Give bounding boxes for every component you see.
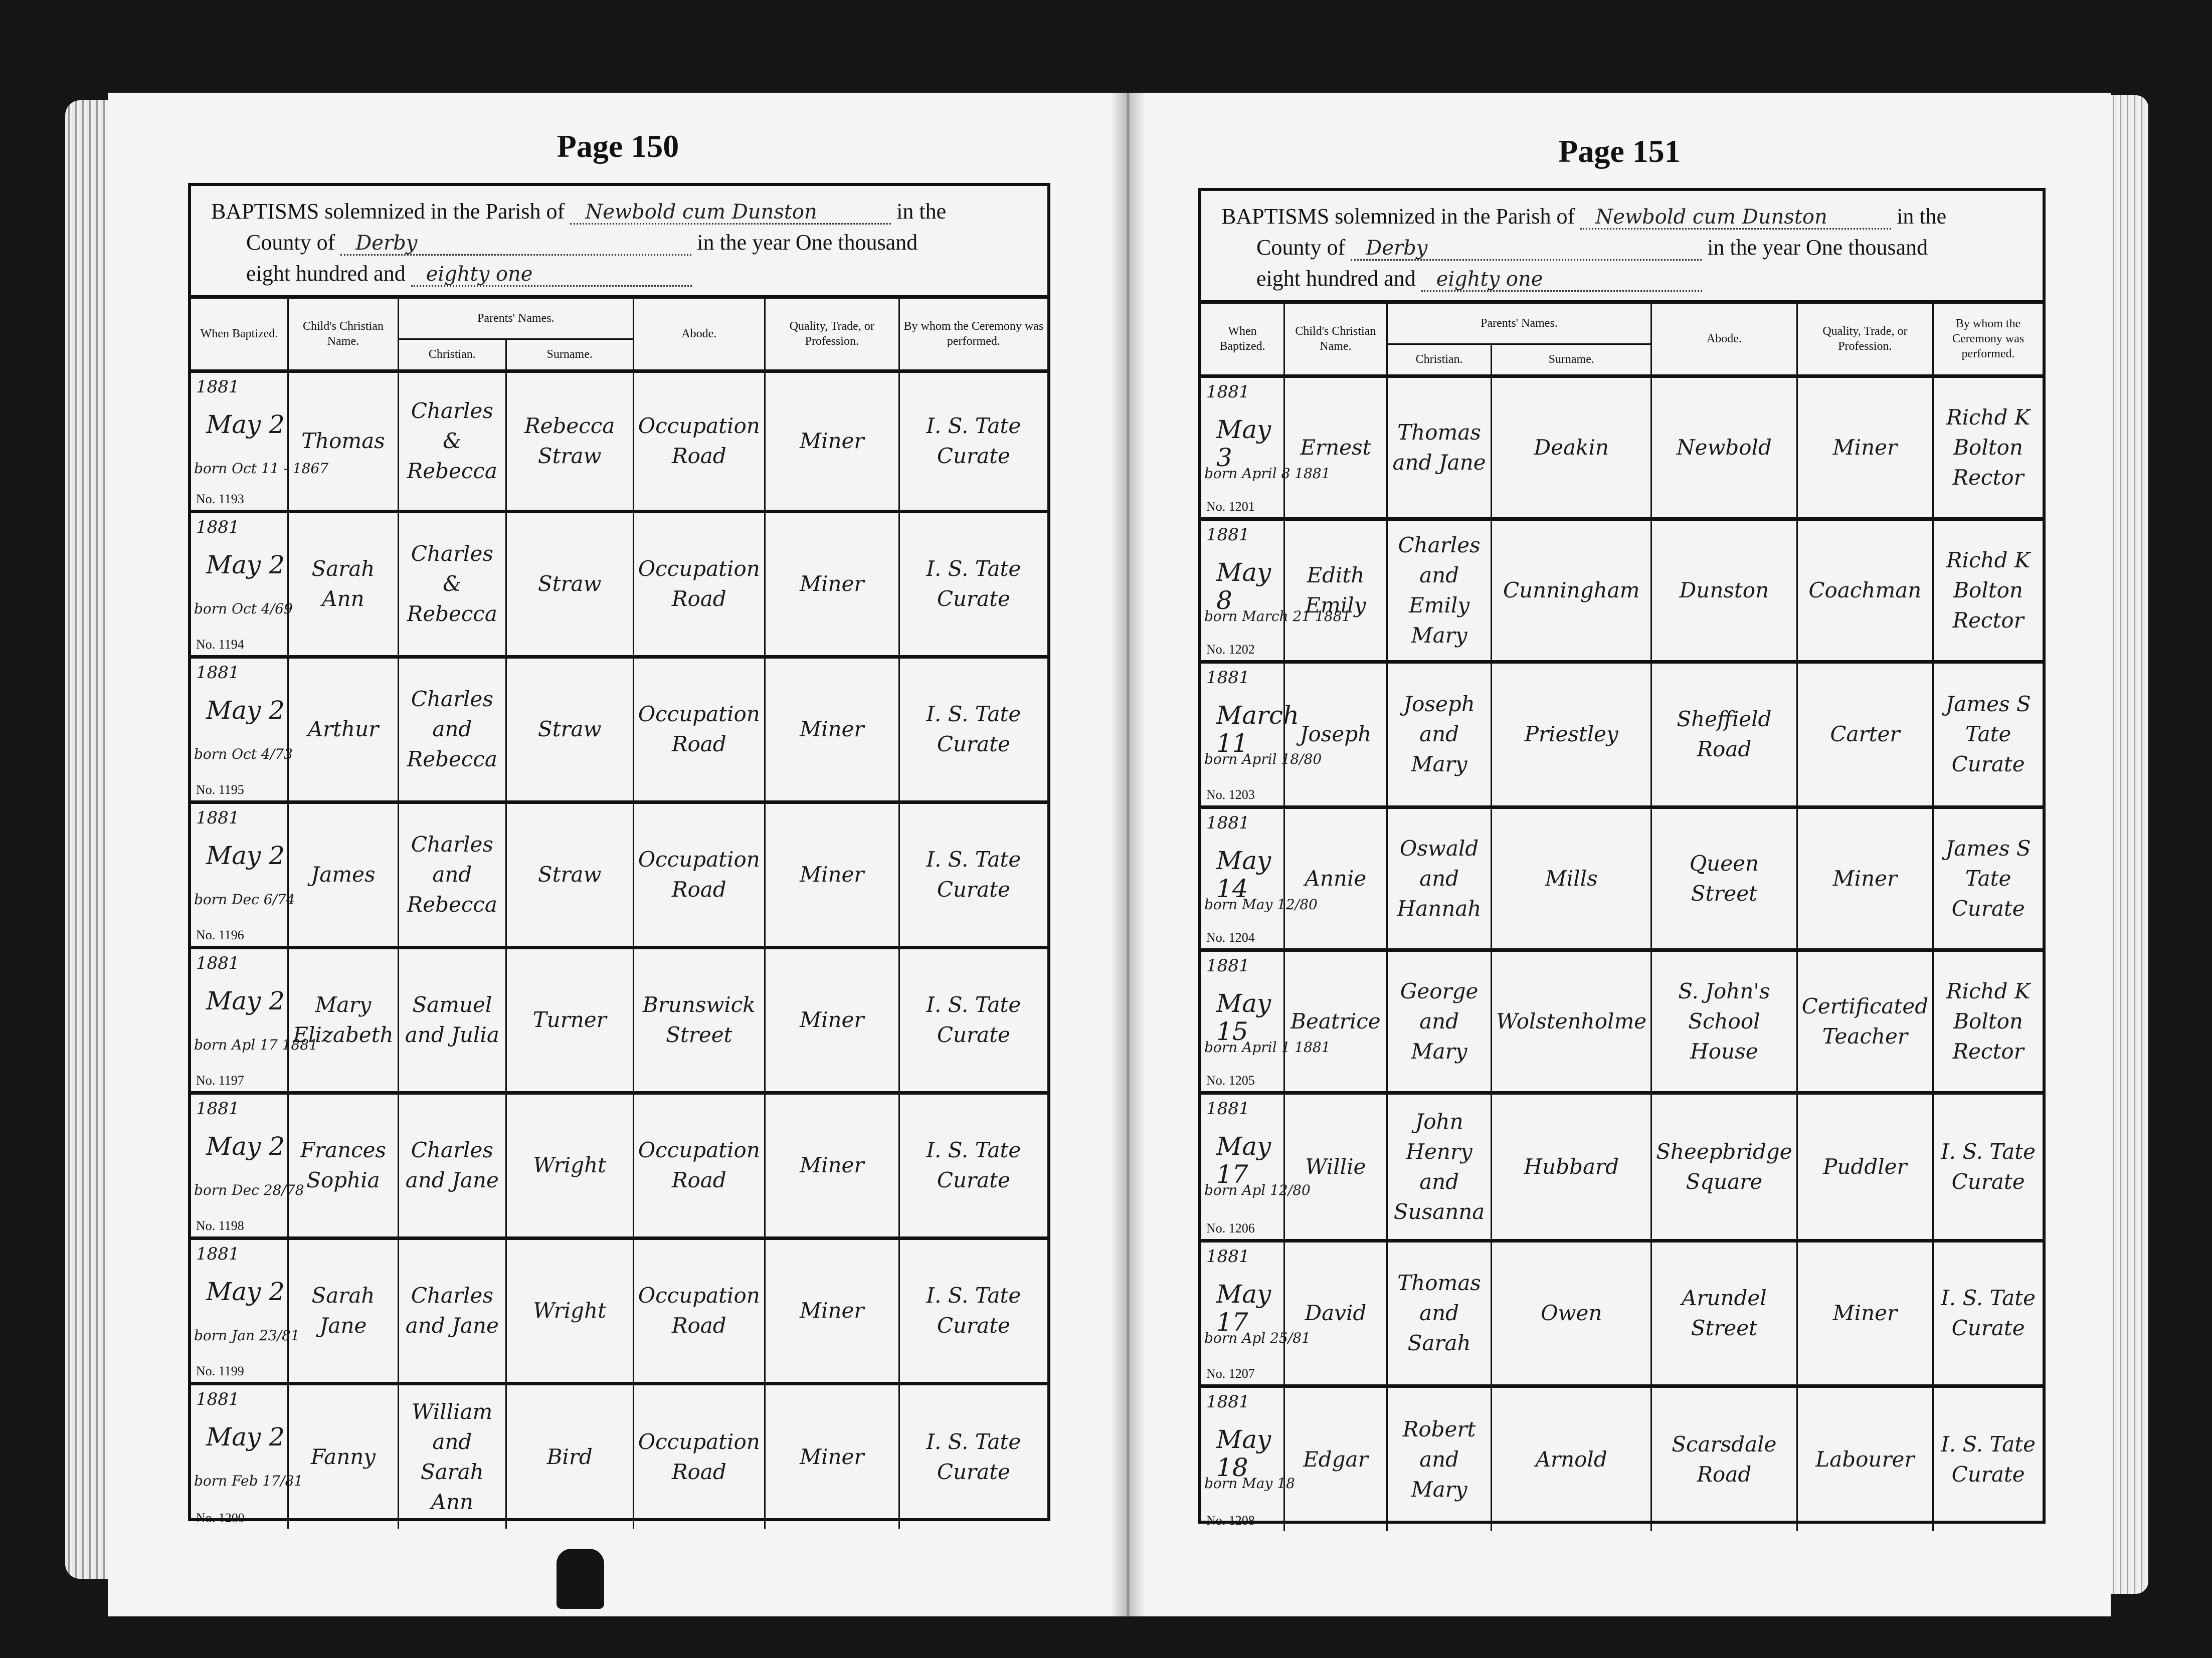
parent-christian-cell: Thomas and Sarah: [1387, 1240, 1492, 1386]
child-name-cell: James: [288, 802, 398, 947]
entry-number: No. 1196: [196, 927, 244, 942]
quality-cell: Miner: [765, 1093, 899, 1238]
table-row: [1201, 1240, 2043, 1386]
baptism-table: [191, 299, 1047, 1529]
parish-field: Newbold cum Dunston: [570, 200, 891, 225]
table-row: [1201, 807, 2043, 950]
entry-date: May 2: [206, 550, 285, 579]
child-name-cell: Willie: [1284, 1093, 1387, 1240]
officiant-cell: I. S. Tate Curate: [899, 657, 1047, 802]
surname-cell: Bird: [506, 1383, 633, 1529]
quality-cell: Miner: [1797, 1240, 1933, 1386]
parent-christian-cell: Charles and Jane: [398, 1093, 506, 1238]
entry-date: May 2: [206, 986, 285, 1015]
entry-number: No. 1200: [196, 1511, 245, 1525]
officiant-cell: I. S. Tate Curate: [1933, 1093, 2043, 1240]
entry-born: born Feb 17/81: [194, 1472, 303, 1489]
when-cell: [1201, 1386, 1295, 1531]
when-cell: [191, 1238, 300, 1383]
entry-born: born April 1 1881: [1204, 1039, 1331, 1056]
year-words-field: eighty one: [1421, 268, 1702, 292]
abode-cell: Occupation Road: [633, 1383, 765, 1529]
abode-cell: Occupation Road: [633, 511, 765, 657]
table-row: [1201, 1386, 2043, 1531]
officiant-cell: Richd K Bolton Rector: [1933, 950, 2043, 1093]
entry-born: born Oct 11 - 1867: [194, 460, 329, 477]
county-field: Derby: [1351, 237, 1702, 261]
entry-born: born May 18: [1204, 1475, 1295, 1492]
col-abode: Abode.: [633, 299, 765, 371]
entry-number: No. 1197: [196, 1073, 244, 1088]
when-cell: [191, 1383, 303, 1529]
entry-born: born Oct 4/73: [194, 745, 293, 762]
entry-year: 1881: [1206, 1098, 1250, 1119]
abode-cell: Occupation Road: [633, 1238, 765, 1383]
surname-cell: Cunningham: [1492, 519, 1651, 662]
parent-christian-cell: Joseph and Mary: [1387, 662, 1492, 807]
entry-year: 1881: [1206, 955, 1250, 976]
entry-date: March 11: [1216, 700, 1300, 758]
surname-cell: Priestley: [1492, 662, 1651, 807]
abode-cell: Occupation Road: [633, 802, 765, 947]
parent-christian-cell: Charles & Rebecca: [398, 371, 506, 511]
entry-date: May 2: [206, 841, 285, 870]
quality-cell: Miner: [765, 947, 899, 1093]
surname-cell: Mills: [1492, 807, 1651, 950]
header-line2-suffix: in the year One thousand: [697, 230, 918, 255]
entry-date: May 8: [1216, 557, 1271, 615]
child-name-cell: Mary Elizabeth: [288, 947, 398, 1093]
header-line2-prefix: County of: [246, 230, 335, 255]
col-parents-names: Parents' Names.: [1387, 304, 1651, 344]
officiant-cell: James S Tate Curate: [1933, 662, 2043, 807]
parent-christian-cell: Charles & Rebecca: [398, 511, 506, 657]
header-line1-prefix: BAPTISMS solemnized in the Parish of: [211, 199, 565, 224]
table-row: [191, 947, 1047, 1093]
table-row: [191, 371, 1047, 511]
parent-christian-cell: Charles and Emily Mary: [1387, 519, 1492, 662]
quality-cell: Miner: [765, 511, 899, 657]
col-surname: Surname.: [506, 339, 633, 371]
officiant-cell: I. S. Tate Curate: [899, 1383, 1047, 1529]
abode-cell: Sheepbridge Square: [1651, 1093, 1797, 1240]
child-name-cell: Arthur: [288, 657, 398, 802]
baptism-table: [1201, 304, 2043, 1531]
header-rule: [1201, 300, 2043, 304]
child-name-cell: Edgar: [1284, 1386, 1387, 1531]
officiant-cell: I. S. Tate Curate: [899, 947, 1047, 1093]
parent-christian-cell: George and Mary: [1387, 950, 1492, 1093]
col-abode: Abode.: [1651, 304, 1797, 376]
parent-christian-cell: Oswald and Hannah: [1387, 807, 1492, 950]
when-cell: [1201, 1093, 1311, 1240]
col-by-whom: By whom the Ceremony was performed.: [1933, 304, 2043, 376]
header-line1-suffix: in the: [1897, 204, 1947, 229]
entry-date: May 17: [1216, 1131, 1271, 1189]
entry-number: No. 1208: [1206, 1513, 1255, 1528]
entry-born: born Dec 28/78: [194, 1181, 304, 1198]
entry-date: May 2: [206, 409, 285, 439]
child-name-cell: Sarah Jane: [288, 1238, 398, 1383]
entry-number: No. 1204: [1206, 930, 1255, 945]
register-page-right: [1128, 93, 2111, 1616]
col-christian: Christian.: [398, 339, 506, 371]
entry-date: May 2: [206, 695, 285, 725]
binding-clip: [557, 1549, 604, 1609]
entry-born: born Apl 12/80: [1204, 1181, 1311, 1198]
entry-number: No. 1207: [1206, 1366, 1255, 1381]
surname-cell: Straw: [506, 802, 633, 947]
surname-cell: Wright: [506, 1093, 633, 1238]
entry-year: 1881: [196, 517, 240, 537]
entry-date: May 17: [1216, 1279, 1271, 1337]
entry-number: No. 1205: [1206, 1073, 1255, 1088]
header-line1-prefix: BAPTISMS solemnized in the Parish of: [1221, 204, 1575, 229]
when-cell: [1201, 662, 1322, 807]
entry-date: May 3: [1216, 414, 1271, 472]
entry-number: No. 1203: [1206, 787, 1255, 802]
parent-christian-cell: Samuel and Julia: [398, 947, 506, 1093]
header-rule: [191, 295, 1047, 299]
officiant-cell: I. S. Tate Curate: [1933, 1386, 2043, 1531]
when-cell: [1201, 1240, 1311, 1386]
parent-christian-cell: John Henry and Susanna: [1387, 1093, 1492, 1240]
child-name-cell: Frances Sophia: [288, 1093, 398, 1238]
entry-number: No. 1199: [196, 1363, 244, 1378]
quality-cell: Coachman: [1797, 519, 1933, 662]
header-line2-prefix: County of: [1256, 235, 1346, 260]
parent-christian-cell: Charles and Rebecca: [398, 657, 506, 802]
table-row: [1201, 519, 2043, 662]
entry-date: May 2: [206, 1277, 285, 1306]
entry-date: May 2: [206, 1131, 285, 1161]
parent-christian-cell: Charles and Jane: [398, 1238, 506, 1383]
year-words-field: eighty one: [411, 263, 692, 287]
surname-cell: Owen: [1492, 1240, 1651, 1386]
table-row: [191, 1093, 1047, 1238]
officiant-cell: Richd K Bolton Rector: [1933, 376, 2043, 519]
child-name-cell: Ernest: [1284, 376, 1387, 519]
surname-cell: Rebecca Straw: [506, 371, 633, 511]
child-name-cell: Beatrice: [1284, 950, 1387, 1093]
when-cell: [191, 1093, 304, 1238]
when-cell: [191, 371, 329, 511]
abode-cell: Occupation Road: [633, 1093, 765, 1238]
entry-number: No. 1206: [1206, 1220, 1255, 1235]
page-title: Page 151: [1558, 133, 1681, 169]
book-gutter: [1111, 93, 1146, 1616]
entry-born: born Oct 4/69: [194, 600, 293, 617]
col-by-whom: By whom the Ceremony was performed.: [899, 299, 1047, 371]
child-name-cell: Joseph: [1284, 662, 1387, 807]
officiant-cell: I. S. Tate Curate: [899, 371, 1047, 511]
register-frame: [1198, 188, 2046, 1528]
col-quality: Quality, Trade, or Profession.: [1797, 304, 1933, 376]
surname-cell: Wolstenholme: [1492, 950, 1651, 1093]
entry-number: No. 1198: [196, 1218, 244, 1233]
entry-number: No. 1195: [196, 782, 244, 797]
entry-year: 1881: [1206, 812, 1250, 833]
quality-cell: Miner: [765, 371, 899, 511]
col-when-baptized: When Baptized.: [200, 327, 278, 341]
table-row: [1201, 662, 2043, 807]
officiant-cell: I. S. Tate Curate: [899, 1238, 1047, 1383]
parent-christian-cell: Robert and Mary: [1387, 1386, 1492, 1531]
abode-cell: Sheffield Road: [1651, 662, 1797, 807]
entry-year: 1881: [196, 1243, 240, 1264]
table-row: [1201, 1093, 2043, 1240]
when-cell: [191, 802, 295, 947]
quality-cell: Labourer: [1797, 1386, 1933, 1531]
entry-born: born April 18/80: [1204, 750, 1322, 767]
parent-christian-cell: Thomas and Jane: [1387, 376, 1492, 519]
surname-cell: Straw: [506, 657, 633, 802]
entry-year: 1881: [1206, 667, 1250, 688]
abode-cell: S. John's School House: [1651, 950, 1797, 1093]
register-frame: [188, 183, 1050, 1525]
surname-cell: Deakin: [1492, 376, 1651, 519]
table-row: [191, 1383, 1047, 1529]
quality-cell: Certificated Teacher: [1797, 950, 1933, 1093]
child-name-cell: Thomas: [288, 371, 398, 511]
table-row: [191, 802, 1047, 947]
entry-year: 1881: [196, 953, 240, 973]
child-name-cell: David: [1284, 1240, 1387, 1386]
col-when-baptized: When Baptized.: [1219, 325, 1265, 353]
officiant-cell: James S Tate Curate: [1933, 807, 2043, 950]
officiant-cell: I. S. Tate Curate: [899, 802, 1047, 947]
child-name-cell: Fanny: [288, 1383, 398, 1529]
abode-cell: Dunston: [1651, 519, 1797, 662]
table-row: [1201, 950, 2043, 1093]
entry-date: May 18: [1216, 1424, 1271, 1482]
entry-date: May 14: [1216, 846, 1271, 903]
table-row: [191, 1238, 1047, 1383]
entry-number: No. 1201: [1206, 499, 1255, 514]
when-cell: [1201, 807, 1318, 950]
when-cell: [191, 947, 318, 1093]
parish-field: Newbold cum Dunston: [1580, 205, 1891, 230]
when-cell: [191, 511, 293, 657]
entry-number: No. 1193: [196, 491, 244, 506]
col-child-name: Child's Christian Name.: [288, 299, 398, 371]
quality-cell: Miner: [765, 802, 899, 947]
entry-born: born March 21 1881: [1204, 607, 1351, 625]
header-line3-prefix: eight hundred and: [1256, 266, 1416, 291]
surname-cell: Hubbard: [1492, 1093, 1651, 1240]
table-row: [1201, 376, 2043, 519]
col-quality: Quality, Trade, or Profession.: [765, 299, 899, 371]
child-name-cell: Annie: [1284, 807, 1387, 950]
col-christian: Christian.: [1387, 344, 1492, 376]
when-cell: [191, 657, 293, 802]
quality-cell: Miner: [1797, 807, 1933, 950]
quality-cell: Carter: [1797, 662, 1933, 807]
abode-cell: Queen Street: [1651, 807, 1797, 950]
col-surname: Surname.: [1492, 344, 1651, 376]
entry-year: 1881: [196, 376, 240, 397]
surname-cell: Straw: [506, 511, 633, 657]
surname-cell: Wright: [506, 1238, 633, 1383]
parent-christian-cell: Charles and Rebecca: [398, 802, 506, 947]
header-line2-suffix: in the year One thousand: [1707, 235, 1928, 260]
header-line1-suffix: in the: [896, 199, 947, 224]
entry-year: 1881: [196, 1098, 240, 1119]
register-page-left: [108, 93, 1128, 1616]
entry-year: 1881: [196, 1389, 240, 1409]
officiant-cell: I. S. Tate Curate: [899, 511, 1047, 657]
entry-born: born April 8 1881: [1204, 465, 1331, 482]
entry-year: 1881: [1206, 1246, 1250, 1267]
page-title: Page 150: [557, 128, 679, 164]
abode-cell: Scarsdale Road: [1651, 1386, 1797, 1531]
entry-year: 1881: [196, 807, 240, 828]
quality-cell: Miner: [765, 1383, 899, 1529]
entry-born: born May 12/80: [1204, 896, 1318, 913]
entry-year: 1881: [1206, 524, 1250, 545]
col-child-name: Child's Christian Name.: [1284, 304, 1387, 376]
entry-born: born Apl 17 1881: [194, 1036, 318, 1053]
entry-born: born Jan 23/81: [194, 1327, 300, 1344]
header-line3-prefix: eight hundred and: [246, 261, 406, 286]
entry-year: 1881: [1206, 1391, 1250, 1412]
register-header: [211, 198, 1027, 296]
parent-christian-cell: William and Sarah Ann: [398, 1383, 506, 1529]
entry-born: born Apl 25/81: [1204, 1329, 1311, 1346]
entry-number: No. 1194: [196, 637, 244, 652]
abode-cell: Occupation Road: [633, 371, 765, 511]
table-row: [191, 511, 1047, 657]
child-name-cell: Sarah Ann: [288, 511, 398, 657]
abode-cell: Occupation Road: [633, 657, 765, 802]
child-name-cell: Edith Emily: [1284, 519, 1387, 662]
abode-cell: Brunswick Street: [633, 947, 765, 1093]
register-header: [1221, 203, 2022, 301]
table-row: [191, 657, 1047, 802]
entry-number: No. 1202: [1206, 642, 1255, 657]
officiant-cell: Richd K Bolton Rector: [1933, 519, 2043, 662]
abode-cell: Newbold: [1651, 376, 1797, 519]
entry-date: May 15: [1216, 988, 1271, 1046]
officiant-cell: I. S. Tate Curate: [1933, 1240, 2043, 1386]
quality-cell: Miner: [765, 657, 899, 802]
county-field: Derby: [340, 232, 691, 256]
col-parents-names: Parents' Names.: [398, 299, 633, 339]
when-cell: [1201, 376, 1331, 519]
entry-year: 1881: [196, 662, 240, 683]
surname-cell: Arnold: [1492, 1386, 1651, 1531]
when-cell: [1201, 950, 1331, 1093]
entry-date: May 2: [206, 1422, 285, 1452]
quality-cell: Miner: [765, 1238, 899, 1383]
quality-cell: Miner: [1797, 376, 1933, 519]
officiant-cell: I. S. Tate Curate: [899, 1093, 1047, 1238]
abode-cell: Arundel Street: [1651, 1240, 1797, 1386]
entry-born: born Dec 6/74: [194, 891, 295, 908]
surname-cell: Turner: [506, 947, 633, 1093]
quality-cell: Puddler: [1797, 1093, 1933, 1240]
entry-year: 1881: [1206, 381, 1250, 402]
